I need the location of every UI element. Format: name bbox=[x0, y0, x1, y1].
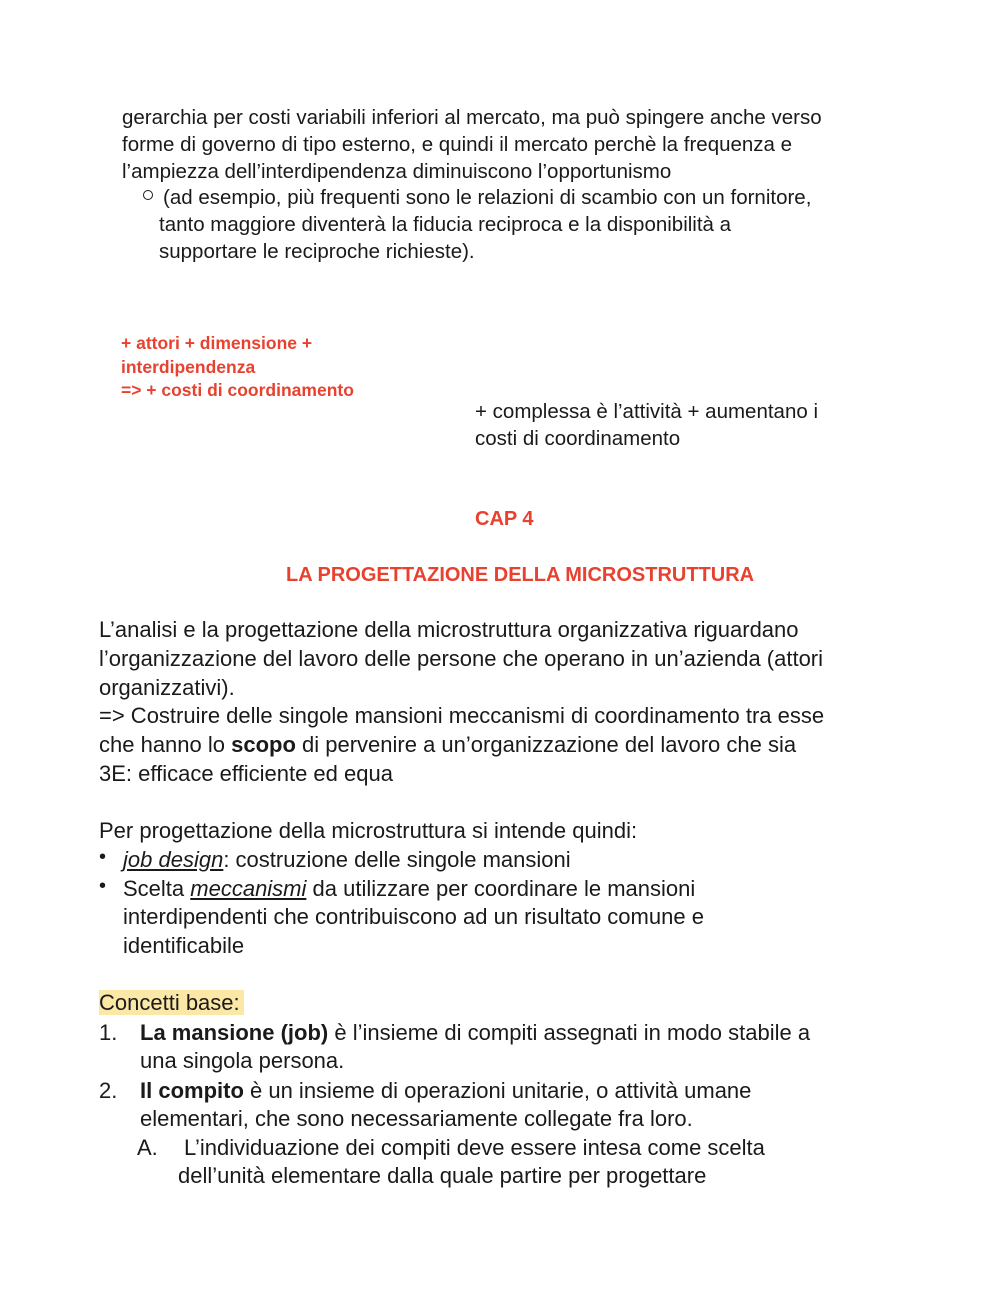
side-note-line: + complessa è l’attività + aumentano i bbox=[475, 400, 818, 423]
red-note-line: interdipendenza bbox=[121, 357, 256, 377]
highlight-mark: Concetti base: bbox=[99, 990, 244, 1015]
bold-term: scopo bbox=[231, 732, 296, 757]
text-line: identificabile bbox=[123, 933, 245, 958]
text-segment: che hanno lo bbox=[99, 732, 232, 757]
list-number: 2. bbox=[99, 1078, 118, 1103]
list-item bbox=[123, 845, 571, 874]
text-line: L’analisi e la progettazione della microstruttura organizzativa riguardano bbox=[99, 617, 799, 642]
text-segment: da utilizzare per coordinare le mansioni bbox=[306, 876, 696, 901]
bullet-icon: • bbox=[99, 875, 107, 897]
chapter-title: LA PROGETTAZIONE DELLA MICROSTRUTTURA bbox=[286, 564, 755, 586]
text-segment: Scelta bbox=[123, 876, 191, 901]
text-line: forme di governo di tipo esterno, e quindi il mercato perchè la frequenza e bbox=[122, 133, 793, 156]
text-line: tanto maggiore diventerà la fiducia reciproca e la disponibilità a bbox=[159, 213, 732, 236]
text-line: l’organizzazione del lavoro delle persone che operano in un’azienda (attori bbox=[99, 646, 824, 671]
highlighted-heading bbox=[99, 988, 244, 1017]
list-item bbox=[140, 1076, 751, 1105]
bold-term: Il compito bbox=[140, 1078, 244, 1103]
list-item bbox=[123, 874, 695, 903]
text-segment: di pervenire a un’organizzazione del lavoro che sia bbox=[295, 732, 797, 757]
text-line: interdipendenti che contribuiscono ad un risultato comune e bbox=[123, 904, 704, 929]
red-note-line: => + costi di coordinamento bbox=[121, 380, 354, 400]
bullet-icon: • bbox=[99, 846, 107, 868]
text-line: elementari, che sono necessariamente collegate fra loro. bbox=[140, 1106, 693, 1131]
bold-term: La mansione (job) bbox=[140, 1020, 329, 1045]
sub-list-label: A. bbox=[137, 1135, 158, 1160]
text-line: (ad esempio, più frequenti sono le relazioni di scambio con un fornitore, bbox=[163, 186, 812, 209]
sub-list-item: L’individuazione dei compiti deve essere intesa come scelta bbox=[184, 1135, 765, 1160]
side-note-line: costi di coordinamento bbox=[475, 427, 681, 450]
text-line: supportare le reciproche richieste). bbox=[159, 240, 475, 263]
text-segment: è un insieme di operazioni unitarie, o attività umane bbox=[243, 1078, 752, 1103]
underlined-term: job design bbox=[123, 847, 224, 872]
text-line: 3E: efficace efficiente ed equa bbox=[99, 761, 393, 786]
text-segment: è l’insieme di compiti assegnati in modo stabile a bbox=[328, 1020, 811, 1045]
list-item bbox=[140, 1018, 810, 1047]
text-line: organizzativi). bbox=[99, 675, 235, 700]
text-line: => Costruire delle singole mansioni meccanismi di coordinamento tra esse bbox=[99, 703, 825, 728]
underlined-term: meccanismi bbox=[190, 876, 307, 901]
text-line: dell’unità elementare dalla quale partire per progettare bbox=[178, 1163, 707, 1188]
text-line: l’ampiezza dell’interdipendenza diminuiscono l’opportunismo bbox=[122, 160, 672, 183]
text-line: una singola persona. bbox=[140, 1048, 345, 1073]
text-line bbox=[99, 730, 796, 759]
section-heading: Per progettazione della microstruttura si intende quindi: bbox=[99, 818, 638, 843]
chapter-label: CAP 4 bbox=[475, 508, 534, 530]
list-number: 1. bbox=[99, 1020, 118, 1045]
red-note-line: + attori + dimensione + bbox=[121, 333, 313, 353]
circle-bullet-icon bbox=[143, 190, 153, 200]
text-segment: : costruzione delle singole mansioni bbox=[223, 847, 571, 872]
text-line: gerarchia per costi variabili inferiori al mercato, ma può spingere anche verso bbox=[122, 106, 822, 129]
